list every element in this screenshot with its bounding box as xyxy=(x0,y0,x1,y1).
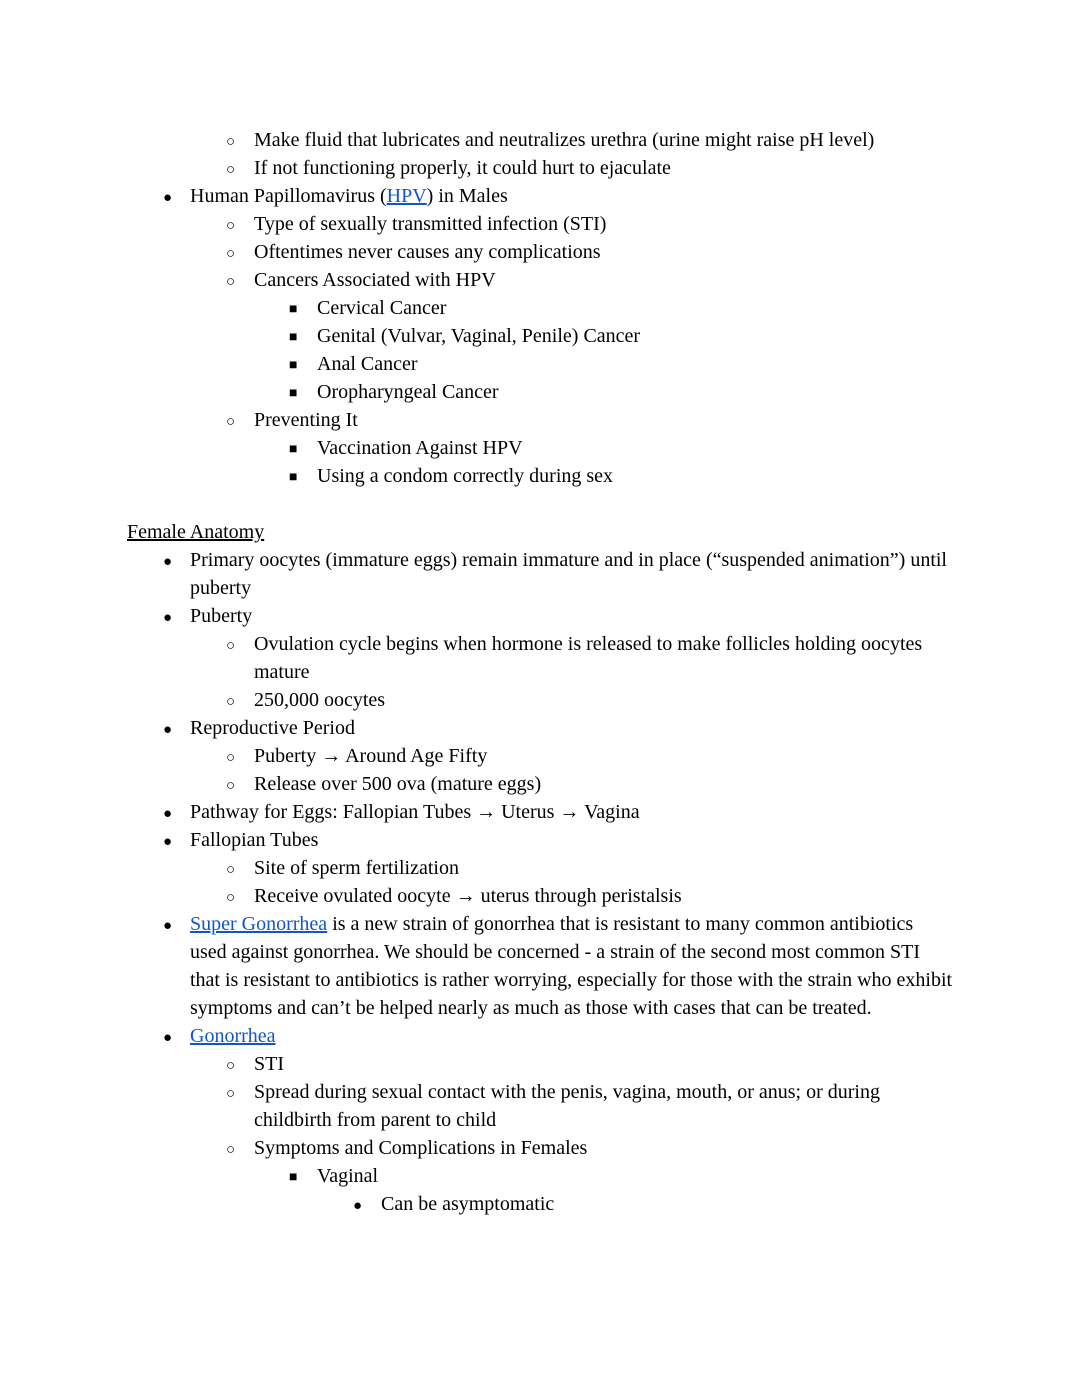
list-item xyxy=(127,546,953,602)
bullet-circle-icon: ○ xyxy=(226,890,236,906)
bullet-disc-icon: ● xyxy=(163,610,173,626)
bullet-circle-icon: ○ xyxy=(226,274,236,290)
list-item xyxy=(127,910,953,1022)
bullet-square-icon: ■ xyxy=(289,302,298,317)
bullet-circle-icon: ○ xyxy=(226,1086,236,1102)
list-item xyxy=(127,798,953,826)
list-item-text: Vaginal xyxy=(317,1165,379,1187)
list-item-text: Ovulation cycle begins when hormone is released to make follicles holding oocytes mature xyxy=(254,633,923,683)
list-item-text: STI xyxy=(254,1053,284,1075)
bullet-disc-icon: ● xyxy=(163,554,173,570)
list-item xyxy=(127,406,953,434)
list-item-text xyxy=(190,913,952,1019)
list-item xyxy=(127,322,953,350)
list-item xyxy=(127,210,953,238)
list-item-text: Using a condom correctly during sex xyxy=(317,465,614,487)
list-item-text: Primary oocytes (immature eggs) remain immature and in place (“suspended animation”) until puberty xyxy=(190,549,947,599)
list-item xyxy=(127,1190,953,1218)
list-item-text: If not functioning properly, it could hurt to ejaculate xyxy=(254,157,671,179)
bullet-circle-icon: ○ xyxy=(226,694,236,710)
super-gonorrhea-link[interactable]: Super Gonorrhea xyxy=(190,913,328,935)
list-item xyxy=(127,182,953,210)
list-item xyxy=(127,770,953,798)
list-item xyxy=(127,686,953,714)
bullet-disc-icon: ● xyxy=(163,918,173,934)
bullet-disc-icon: ● xyxy=(353,1198,363,1214)
bullet-square-icon: ■ xyxy=(289,386,298,401)
list-item-text: Fallopian Tubes xyxy=(190,829,319,851)
list-item xyxy=(127,882,953,910)
bullet-disc-icon: ● xyxy=(163,190,173,206)
list-item xyxy=(127,434,953,462)
list-item xyxy=(127,826,953,854)
bullet-disc-icon: ● xyxy=(163,806,173,822)
list-item xyxy=(127,238,953,266)
list-item xyxy=(127,266,953,294)
list-item-text: Puberty → Around Age Fifty xyxy=(254,745,488,767)
text-segment: is a new strain of gonorrhea that is resistant to many common antibiotics used against gonorrhea. We should be concerned - a strain of the second most common STI that is resistant to antibiotics is rather worrying, especially for those with the strain who exhibit symptoms and can’t be helped nearly as much as those with cases that can be treated. xyxy=(190,913,953,1019)
document-content xyxy=(127,126,953,1218)
list-item xyxy=(127,1078,953,1134)
list-item-text: Puberty xyxy=(190,605,253,627)
bullet-circle-icon: ○ xyxy=(226,638,236,654)
section-heading: Female Anatomy xyxy=(127,521,265,543)
list-item-text xyxy=(190,1025,276,1047)
list-item xyxy=(127,602,953,630)
bullet-circle-icon: ○ xyxy=(226,218,236,234)
list-item xyxy=(127,462,953,490)
list-item xyxy=(127,126,953,154)
bullet-circle-icon: ○ xyxy=(226,246,236,262)
list-item-text: Oropharyngeal Cancer xyxy=(317,381,499,403)
list-item-text: Anal Cancer xyxy=(317,353,418,375)
list-item-text: Cancers Associated with HPV xyxy=(254,269,496,291)
list-item-text: Genital (Vulvar, Vaginal, Penile) Cancer xyxy=(317,325,641,347)
bullet-circle-icon: ○ xyxy=(226,862,236,878)
bullet-circle-icon: ○ xyxy=(226,1142,236,1158)
bullet-circle-icon: ○ xyxy=(226,134,236,150)
bullet-square-icon: ■ xyxy=(289,442,298,457)
list-item xyxy=(127,742,953,770)
bullet-square-icon: ■ xyxy=(289,358,298,373)
bullet-disc-icon: ● xyxy=(163,834,173,850)
list-item-text: Cervical Cancer xyxy=(317,297,447,319)
list-item xyxy=(127,154,953,182)
list-item-text: Site of sperm fertilization xyxy=(254,857,459,879)
list-item-text: Receive ovulated oocyte → uterus through peristalsis xyxy=(254,885,682,907)
list-item-text: Vaccination Against HPV xyxy=(317,437,523,459)
list-item xyxy=(127,378,953,406)
hpv-link[interactable]: HPV xyxy=(386,185,427,207)
gonorrhea-link[interactable]: Gonorrhea xyxy=(190,1025,276,1047)
list-item xyxy=(127,1134,953,1162)
list-item xyxy=(127,714,953,742)
bullet-disc-icon: ● xyxy=(163,722,173,738)
list-item-text: Preventing It xyxy=(254,409,358,431)
list-item-text: 250,000 oocytes xyxy=(254,689,386,711)
bullet-disc-icon: ● xyxy=(163,1030,173,1046)
list-item-text xyxy=(190,185,508,207)
bullet-circle-icon: ○ xyxy=(226,1058,236,1074)
bullet-circle-icon: ○ xyxy=(226,414,236,430)
list-item xyxy=(127,294,953,322)
list-item-text: Symptoms and Complications in Females xyxy=(254,1137,588,1159)
blank-line xyxy=(127,490,953,518)
list-item-text: Oftentimes never causes any complications xyxy=(254,241,601,263)
bullet-circle-icon: ○ xyxy=(226,162,236,178)
list-item xyxy=(127,1050,953,1078)
list-item xyxy=(127,1162,953,1190)
list-item-text: Can be asymptomatic xyxy=(381,1193,555,1215)
list-item-text: Release over 500 ova (mature eggs) xyxy=(254,773,542,795)
list-item xyxy=(127,854,953,882)
bullet-square-icon: ■ xyxy=(289,470,298,485)
bullet-square-icon: ■ xyxy=(289,330,298,345)
list-item-text: Pathway for Eggs: Fallopian Tubes → Uterus → Vagina xyxy=(190,801,640,823)
list-item xyxy=(127,630,953,686)
text-segment: Human Papillomavirus ( xyxy=(190,185,387,207)
list-item xyxy=(127,350,953,378)
list-item-text: Spread during sexual contact with the penis, vagina, mouth, or anus; or during childbirth from parent to child xyxy=(254,1081,880,1131)
list-item-text: Make fluid that lubricates and neutralizes urethra (urine might raise pH level) xyxy=(254,129,875,151)
bullet-circle-icon: ○ xyxy=(226,750,236,766)
list-item-text: Type of sexually transmitted infection (STI) xyxy=(254,213,607,235)
list-item-text: Reproductive Period xyxy=(190,717,355,739)
text-segment: ) in Males xyxy=(426,185,508,207)
bullet-square-icon: ■ xyxy=(289,1170,298,1185)
bullet-circle-icon: ○ xyxy=(226,778,236,794)
list-item xyxy=(127,1022,953,1050)
